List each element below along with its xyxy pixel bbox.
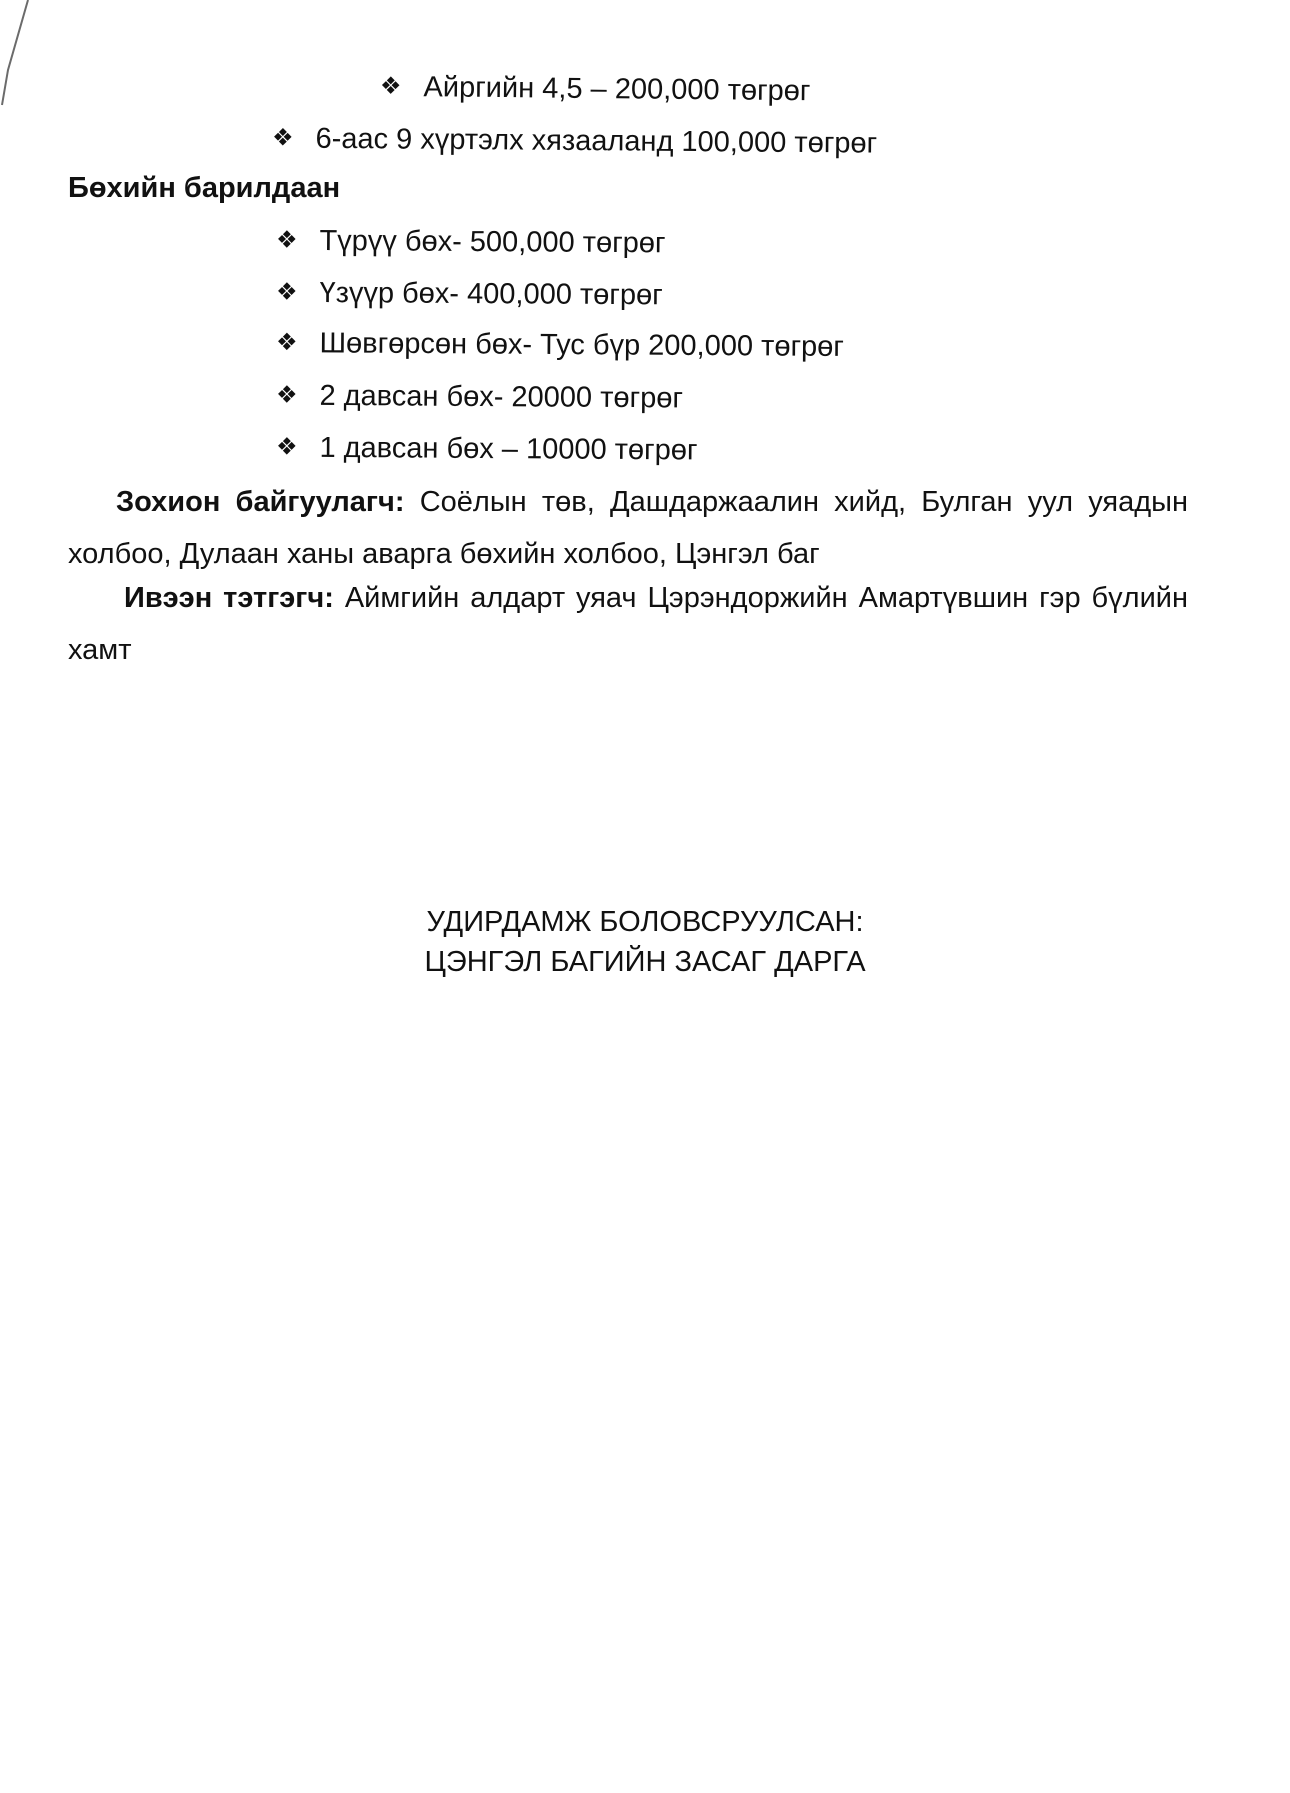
signature-block (0, 902, 1290, 982)
sponsor-paragraph (68, 572, 1188, 676)
scan-edge-mark (0, 0, 60, 140)
diamond-bullet-icon: ❖ (379, 71, 402, 100)
diamond-bullet-icon: ❖ (275, 380, 298, 409)
wrestling-item-text: 1 давсан бөх – 10000 төгрөг (319, 431, 698, 467)
signature-line-prepared: УДИРДАМЖ БОЛОВСРУУЛСАН: (426, 906, 864, 938)
organizer-paragraph (68, 476, 1188, 580)
organizer-label: Зохион байгуулагч: (116, 486, 405, 518)
prize-text: Айргийн 4,5 – 200,000 төгрөг (423, 71, 811, 108)
sponsor-text: Аймгийн алдарт уяач Цэрэндоржийн Амартүвшин гэр бүлийн хамт (68, 582, 1188, 666)
wrestling-item (276, 377, 683, 417)
wrestling-item (276, 429, 698, 469)
diamond-bullet-icon: ❖ (275, 277, 298, 306)
wrestling-item (276, 274, 663, 314)
prize-line-horse-4-5 (380, 68, 811, 110)
wrestling-item-text: Үзүүр бөх- 400,000 төгрөг (319, 276, 663, 312)
wrestling-item (276, 324, 844, 365)
wrestling-item-text: Шөвгөрсөн бөх- Тус бүр 200,000 төгрөг (319, 327, 845, 363)
wrestling-item-text: Түрүү бөх- 500,000 төгрөг (319, 224, 666, 260)
prize-text: 6-аас 9 хүртэлх хязааланд 100,000 төгрөг (315, 122, 878, 160)
organizer-text: Соёлын төв, Дашдаржаалин хийд, Булган уул уяадын холбоо, Дулаан ханы аварга бөхийн холбоо, Цэнгэл баг (68, 486, 1188, 570)
diamond-bullet-icon: ❖ (271, 123, 294, 152)
sponsor-label: Ивээн тэтгэгч: (124, 582, 334, 614)
wrestling-heading: Бөхийн барилдаан (68, 172, 341, 204)
diamond-bullet-icon: ❖ (275, 225, 298, 254)
diamond-bullet-icon: ❖ (275, 432, 298, 461)
diamond-bullet-icon: ❖ (275, 328, 298, 357)
wrestling-item (276, 222, 666, 262)
signature-line-official: ЦЭНГЭЛ БАГИЙН ЗАСАГ ДАРГА (424, 946, 866, 978)
prize-line-6-9 (272, 119, 878, 161)
wrestling-item-text: 2 давсан бөх- 20000 төгрөг (319, 379, 684, 415)
